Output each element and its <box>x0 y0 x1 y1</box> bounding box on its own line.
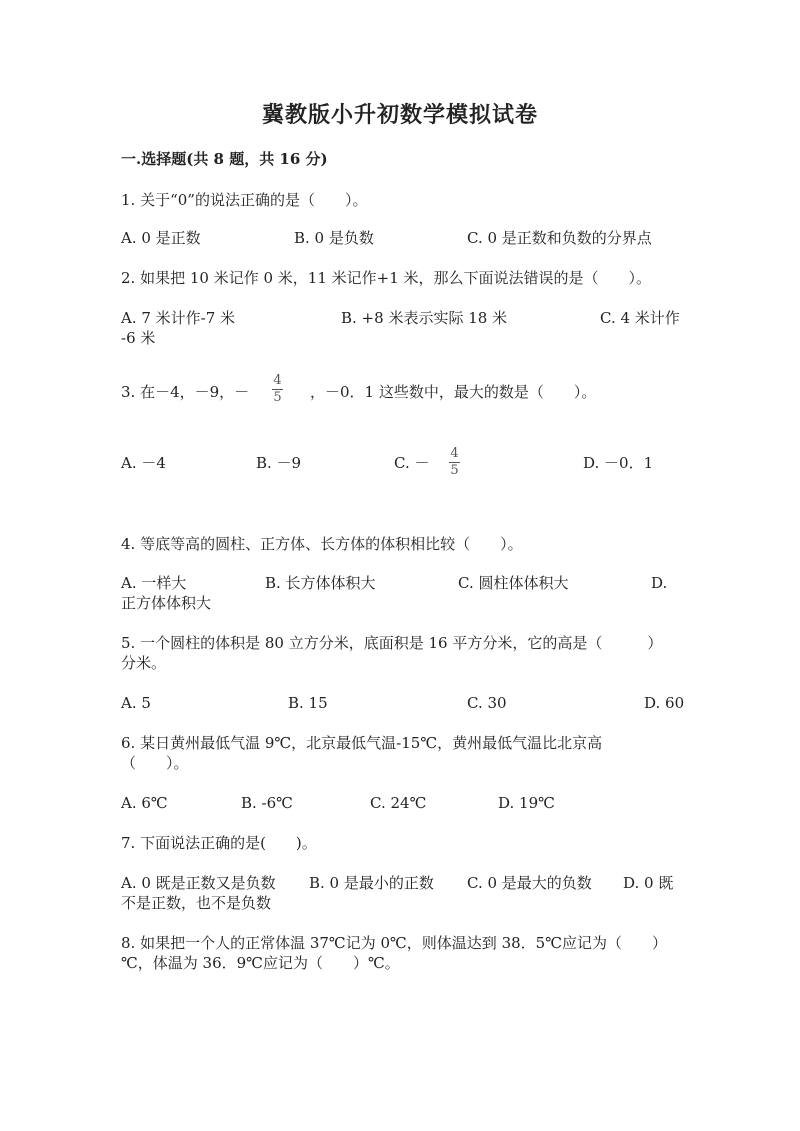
question-5-stem-continued: 分米。 <box>121 654 167 672</box>
question-2-option-c-continued: -6 米 <box>121 329 156 347</box>
fraction-four-fifths-option <box>449 447 460 478</box>
question-4-option-d[interactable]: D. <box>651 574 668 592</box>
question-6-stem: 6. 某日黄州最低气温 9℃，北京最低气温-15℃，黄州最低气温比北京高 <box>121 734 603 752</box>
question-5-option-b[interactable]: B. 15 <box>288 694 328 712</box>
fraction-denominator: 5 <box>273 390 282 405</box>
fraction-four-fifths <box>272 374 283 405</box>
question-3-stem-part1: 3. 在－4，－9，－ <box>121 383 250 401</box>
question-5-option-a[interactable]: A. 5 <box>121 694 151 712</box>
question-7-option-b[interactable]: B. 0 是最小的正数 <box>309 874 434 892</box>
question-7-option-c[interactable]: C. 0 是最大的负数 <box>467 874 592 892</box>
question-1-option-c[interactable]: C. 0 是正数和负数的分界点 <box>467 229 652 247</box>
question-6-stem-continued: （ ）。 <box>121 754 189 772</box>
question-1-option-a[interactable]: A. 0 是正数 <box>121 229 201 247</box>
question-4-stem: 4. 等底等高的圆柱、正方体、长方体的体积相比较（ ）。 <box>121 535 523 553</box>
question-7-option-d[interactable]: D. 0 既 <box>623 874 674 892</box>
question-6-option-c[interactable]: C. 24℃ <box>370 794 427 812</box>
question-2-option-c[interactable]: C. 4 米计作 <box>600 309 680 327</box>
question-7-option-d-continued: 不是正数，也不是负数 <box>121 894 272 912</box>
question-5-option-d[interactable]: D. 60 <box>644 694 685 712</box>
question-5-stem: 5. 一个圆柱的体积是 80 立方分米，底面积是 16 平方分米，它的高是（ ） <box>121 634 663 652</box>
question-2-stem: 2. 如果把 10 米记作 0 米，11 米记作+1 米，那么下面说法错误的是（ ）。 <box>121 269 652 287</box>
question-6-option-b[interactable]: B. -6℃ <box>241 794 293 812</box>
question-6-option-a[interactable]: A. 6℃ <box>121 794 168 812</box>
question-4-option-b[interactable]: B. 长方体体积大 <box>265 574 376 592</box>
question-7-stem: 7. 下面说法正确的是( )。 <box>121 834 317 852</box>
question-1-stem: 1. 关于“0”的说法正确的是（ ）。 <box>121 191 368 209</box>
question-1-option-b[interactable]: B. 0 是负数 <box>294 229 374 247</box>
question-5-option-c[interactable]: C. 30 <box>467 694 507 712</box>
fraction-numerator: 4 <box>273 373 282 388</box>
fraction-numerator: 4 <box>450 446 459 461</box>
question-3-option-c[interactable]: C. － <box>394 454 430 472</box>
fraction-denominator: 5 <box>450 463 459 478</box>
question-2-option-a[interactable]: A. 7 米计作-7 米 <box>121 309 236 327</box>
question-4-option-c[interactable]: C. 圆柱体体积大 <box>458 574 569 592</box>
question-6-option-d[interactable]: D. 19℃ <box>498 794 555 812</box>
question-4-option-a[interactable]: A. 一样大 <box>121 574 187 592</box>
question-4-option-d-continued: 正方体体积大 <box>121 594 212 612</box>
section-heading: 一.选择题(共 8 题，共 16 分) <box>121 150 328 168</box>
question-7-option-a[interactable]: A. 0 既是正数又是负数 <box>121 874 276 892</box>
question-3-option-b[interactable]: B. －9 <box>256 454 302 472</box>
question-3-option-a[interactable]: A. －4 <box>121 454 166 472</box>
question-2-option-b[interactable]: B. +8 米表示实际 18 米 <box>341 309 508 327</box>
question-8-stem: 8. 如果把一个人的正常体温 37℃记为 0℃，则体温达到 38．5℃应记为（ ） <box>121 934 667 952</box>
question-3-stem-part2: ，－0．1 这些数中，最大的数是（ ）。 <box>310 383 597 401</box>
question-8-stem-continued: ℃，体温为 36．9℃应记为（ ）℃。 <box>121 954 400 972</box>
question-3-option-d[interactable]: D. －0．1 <box>583 454 654 472</box>
page-title: 冀教版小升初数学模拟试卷 <box>261 102 538 128</box>
